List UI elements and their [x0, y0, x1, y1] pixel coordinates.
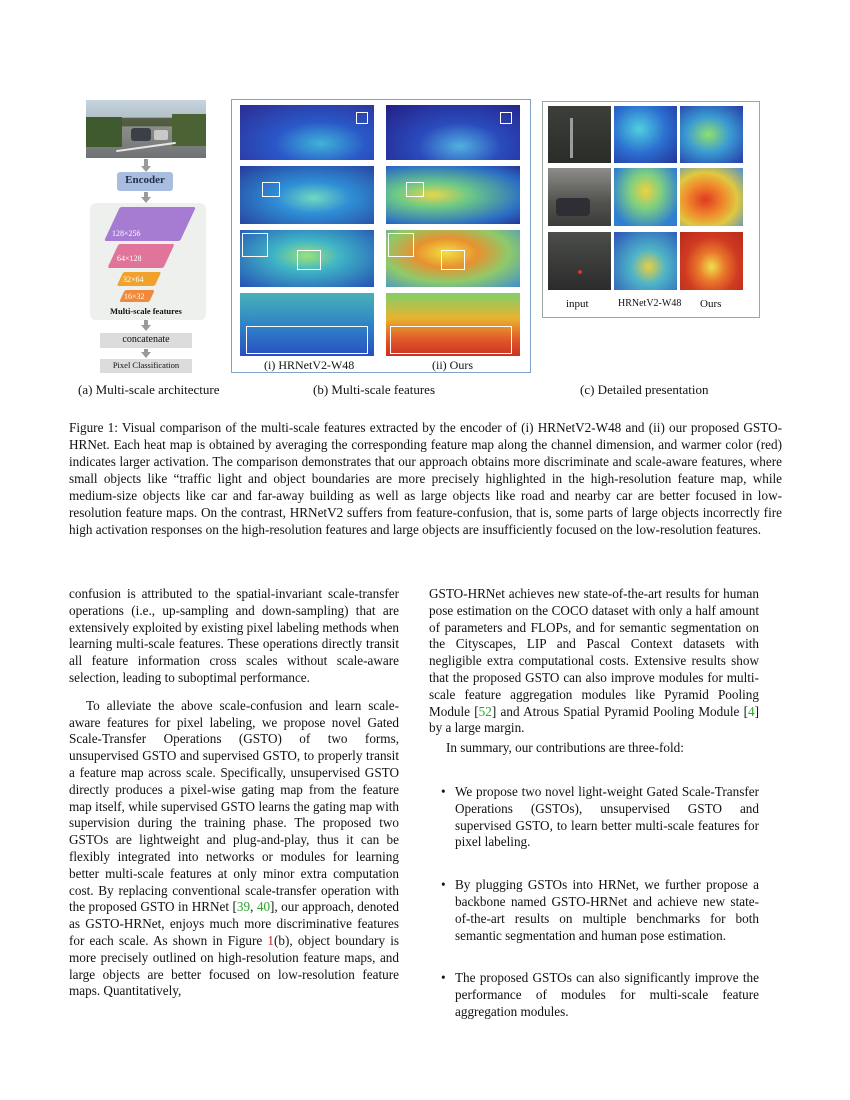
citation-link[interactable]: 40 [256, 899, 271, 915]
citation-link[interactable]: 52 [478, 703, 492, 719]
detail-hrnet-1 [614, 106, 677, 163]
left-paragraph-2: To alleviate the above scale-confusion and learn scale-aware features for pixel labeling, we propose novel Gated Scale-Transfer Operations (GSTO) of two forms, unsupervised GSTO and supervised GSTO, to properly transit a feature map across scale. Specifically, unsupervised GSTO directly produces a pixel-wise gating map from the feature map itself, while supervised GSTO learns the gating map with supervision during the training phase. The proposed two GSTOs are lightweight and plug-and-play, thus it can be flexibly integrated into networks or modules for learning better multi-scale features at only minor extra computation cost. By replacing conventional scale-transfer operation with the proposed GSTO in HRNet [39, 40], our approach, denoted as GSTO-HRNet, enjoys much more discriminative features for each scale. As shown in Figure 1(b), object boundary is more precisely outlined on high-resolution feature maps, and large objects are better focused on low-resolution feature maps. Quantitatively, [69, 697, 400, 999]
highlight-box [297, 250, 321, 270]
contribution-item: • The proposed GSTOs can also significantly improve the performance of modules for multi-scale feature aggregation modules. [441, 970, 759, 1019]
bullet-icon: • [441, 877, 446, 893]
panel-b-col-label-2: (ii) Ours [432, 358, 473, 372]
detail-ours-2 [680, 168, 743, 226]
panel-c-caption: (c) Detailed presentation [580, 382, 709, 397]
detail-input-2 [548, 168, 611, 226]
detail-input-3 [548, 232, 611, 290]
detail-hrnet-3 [614, 232, 677, 290]
panel-c-label-ours: Ours [700, 298, 722, 310]
panel-a-caption: (a) Multi-scale architecture [78, 382, 220, 397]
right-paragraph-1: GSTO-HRNet achieves new state-of-the-art results for human pose estimation on the COCO dataset with only a half amount of parameters and FLOPs, and for semantic segmentation on the Cityscapes, LIP and Pascal Context datasets with negligible extra computational costs. Extensive results show that the proposed GSTO can also improve modules for multi-scale feature aggregation modules like Pyramid Pooling Module [52] and Atrous Spatial Pyramid Pooling Module [4] by a large margin. [429, 586, 759, 736]
encoder-box [117, 172, 173, 191]
pixel-classification-label: Pixel Classification [112, 360, 180, 370]
highlight-box [500, 112, 512, 124]
highlight-box [388, 233, 414, 257]
panel-c-label-input: input [566, 298, 589, 310]
scale-label-2: 64×128 [117, 254, 142, 263]
detail-ours-1 [680, 106, 743, 163]
right-column [429, 586, 759, 1047]
concatenate-label: concatenate [122, 334, 170, 345]
panel-b-col-label-1: (i) HRNetV2-W48 [264, 358, 355, 372]
highlight-box [441, 250, 465, 270]
concatenate-box [100, 333, 192, 348]
panel-b-caption: (b) Multi-scale features [313, 382, 436, 397]
figure-caption: Figure 1: Visual comparison of the multi-scale features extracted by the encoder of (i) HRNetV2-W48 and (ii) our proposed GSTO-HRNet. Each heat map is obtained by averaging the corresponding feature map along the channel dimension, and warmer color (red) indicates larger activation. The comparison demonstrates that our approach obtains more discriminate and scale-aware features, where small objects like “traffic light and object boundaries are more precisely highlighted in the high-resolution feature map, while medium-size objects like car and far-away building as well as large objects like road and nearby car are better focused in low-resolution feature maps. On the contrast, HRNetV2 suffers from feature-confusion, that is, some parts of large objects incorrectly fire high activation responses on the high-resolution features and large objects are insufficiently focused on the low-resolution features. [69, 420, 782, 537]
detail-hrnet-2 [614, 168, 677, 226]
detail-ours-3 [680, 232, 743, 290]
bullet-icon: • [441, 970, 446, 986]
contributions-list [429, 784, 759, 1021]
highlight-box [246, 326, 368, 354]
contribution-item: • By plugging GSTOs into HRNet, we further propose a backbone named GSTO-HRNet and achieve new state-of-the-art results on multiple benchmarks for both semantic segmentation and human pose estimation. [441, 877, 759, 943]
scale-label-1: 128×256 [112, 229, 141, 238]
detail-input-1 [548, 106, 611, 163]
highlight-box [356, 112, 368, 124]
encoder-label: Encoder [125, 174, 165, 186]
highlight-box [242, 233, 268, 257]
highlight-box [262, 182, 280, 197]
citation-link[interactable]: 4 [748, 703, 755, 719]
multi-scale-label: Multi-scale features [110, 306, 182, 316]
input-street-image [86, 100, 206, 158]
panel-c-label-hrnet: HRNetV2-W48 [618, 298, 682, 309]
scale-label-3: 32×64 [123, 275, 144, 284]
heatmap-hrnet-scale-2 [240, 166, 374, 224]
bullet-icon: • [441, 783, 446, 799]
pixel-classification-box [100, 359, 192, 373]
figure-ref-link[interactable]: 1 [267, 932, 274, 948]
scale-label-4: 16×32 [124, 292, 145, 301]
right-paragraph-2: In summary, our contributions are three-fold: [446, 740, 684, 756]
contribution-item: • We propose two novel light-weight Gated Scale-Transfer Operations (GSTOs), unsupervised GSTO and supervised GSTO, to learn better multi-scale features for pixel labeling. [441, 783, 759, 850]
left-column [69, 586, 399, 1000]
highlight-box [406, 182, 424, 197]
citation-link[interactable]: 39 [236, 899, 251, 915]
heatmap-hrnet-scale-1 [240, 105, 374, 160]
highlight-box [390, 326, 512, 354]
left-paragraph-1: confusion is attributed to the spatial-invariant scale-transfer operations (i.e., up-sampling and down-sampling) that are extensively exploited by existing pixel labeling methods when learning multi-scale features. These operations directly transit all feature information cross scales without scale-aware selection, leading to suboptimal performance. [69, 586, 399, 685]
